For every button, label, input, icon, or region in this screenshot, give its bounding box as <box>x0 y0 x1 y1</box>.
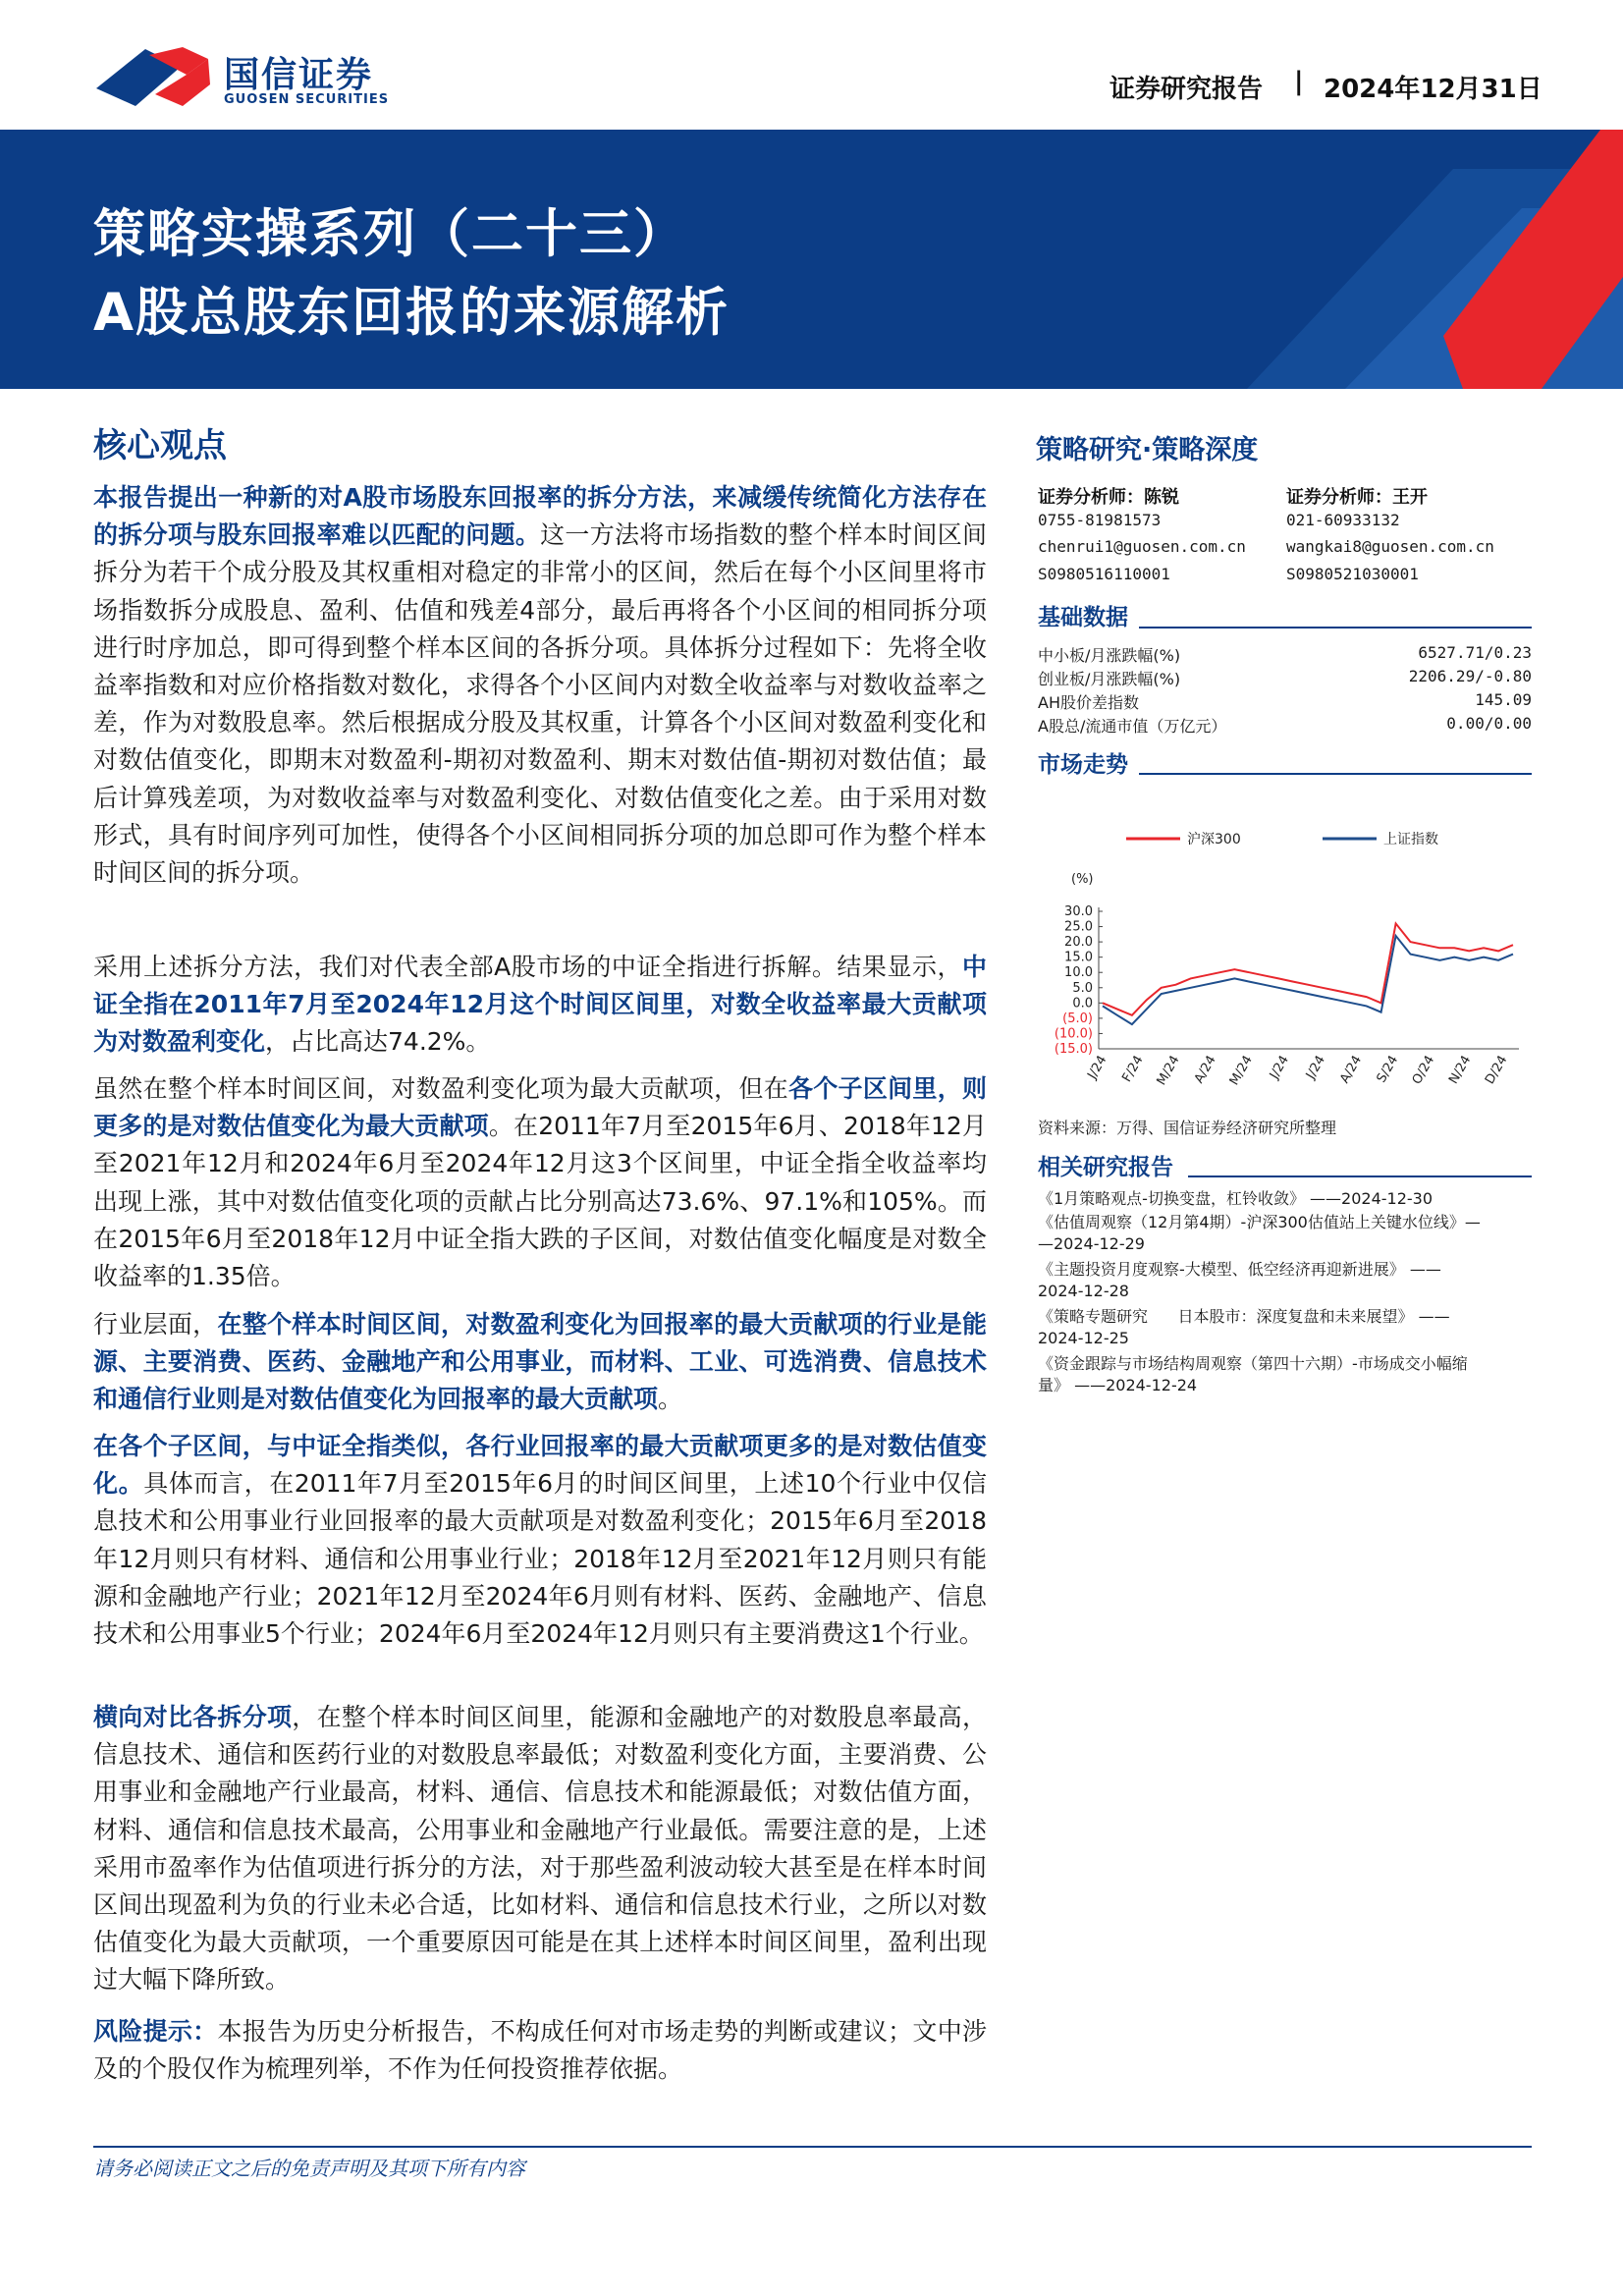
paragraph-7-text-b: 本报告为历史分析报告，不构成任何对市场走势的判断或建议；文中涉及的个股仅作为梳理列举，不作为任何投资推荐依据。 <box>93 2017 987 2084</box>
paragraph-3-text-a: 虽然在整个样本时间区间，对数盈利变化项为最大贡献项，但在 <box>93 1074 788 1103</box>
paragraph-4-text-b: 。 <box>658 1385 683 1414</box>
paragraph-2-text-b: ，占比高达74.2%。 <box>265 1027 491 1057</box>
basic-data-label-3: AH股价差指数 <box>1038 693 1139 712</box>
x-tick-label: A/24 <box>1191 1053 1219 1086</box>
analyst-2-phone: 021-60933132 <box>1286 511 1400 529</box>
report-title-line1: 策略实操系列（二十三） <box>93 204 687 264</box>
y-tick-label: 30.0 <box>1064 904 1093 919</box>
banner-decoration <box>1129 130 1623 389</box>
y-tick-label: (10.0) <box>1054 1026 1093 1042</box>
paragraph-3 <box>93 1070 987 1295</box>
paragraph-4-highlight: 在整个样本时间区间，对数盈利变化为回报率的最大贡献项的行业是能源、主要消费、医药、金融地产和公用事业，而材料、工业、可选消费、信息技术和通信行业则是对数估值变化为回报率的最大贡献项 <box>93 1310 987 1414</box>
paragraph-5 <box>93 1428 987 1653</box>
market-divider <box>1139 773 1532 775</box>
related-report-2-line2: —2024-12-29 <box>1038 1234 1145 1253</box>
analyst-2-license: S0980521030001 <box>1286 565 1419 583</box>
x-tick-label: M/24 <box>1226 1053 1256 1088</box>
paragraph-6-highlight: 横向对比各拆分项 <box>93 1703 293 1731</box>
y-tick-label: 15.0 <box>1064 950 1093 965</box>
related-divider <box>1188 1175 1532 1177</box>
basic-data-value-1: 6527.71/0.23 <box>1418 643 1532 662</box>
y-tick-label: 20.0 <box>1064 935 1093 951</box>
related-report-4-line2: 2024-12-25 <box>1038 1329 1129 1347</box>
title-banner <box>0 130 1623 389</box>
chart-source: 资料来源：万得、国信证券经济研究所整理 <box>1038 1119 1337 1137</box>
paragraph-3-highlight: 各个子区间里，则更多的是对数估值变化为最大贡献项 <box>93 1074 987 1141</box>
related-report-3-line1: 《主题投资月度观察-大模型、低空经济再迎新进展》 —— <box>1038 1260 1441 1279</box>
related-report-4[interactable] <box>1038 1306 1450 1349</box>
x-tick-label: J/24 <box>1267 1053 1292 1082</box>
paragraph-7-highlight: 风险提示： <box>93 2017 218 2046</box>
basic-data-value-4: 0.00/0.00 <box>1446 714 1532 733</box>
legend-label-2: 上证指数 <box>1383 832 1438 847</box>
paragraph-3-text-b: 。在2011年7月至2015年6月、2018年12月至2021年12月和2024年6月至2024年12月这3个区间里，中证全指全收益率均出现上涨，其中对数估值变化项的贡献占比分别高达73.6%、97.1%和105%。而在2015年6月至2018年12月中证全指大跌的子区间，对数估值变化幅度是对数全收益率的1.35倍。 <box>93 1112 987 1291</box>
basic-data-label-4: A股总/流通市值（万亿元） <box>1038 717 1227 736</box>
x-tick-label: N/24 <box>1446 1053 1475 1087</box>
related-report-5-line2: 量》 ——2024-12-24 <box>1038 1376 1198 1394</box>
series-line-1 <box>1103 923 1513 1014</box>
paragraph-2-highlight: 中证全指在2011年7月至2024年12月这个时间区间里，对数全收益率最大贡献项为对数盈利变化 <box>93 953 987 1057</box>
paragraph-5-highlight: 在各个子区间，与中证全指类似，各行业回报率的最大贡献项更多的是对数估值变化。 <box>93 1432 987 1499</box>
paragraph-6-text-b: ，在整个样本时间区间里，能源和金融地产的对数股息率最高，信息技术、通信和医药行业的对数股息率最低；对数盈利变化方面，主要消费、公用事业和金融地产行业最高，材料、通信、信息技术和能源最低；对数估值方面，材料、通信和信息技术最高，公用事业和金融地产行业最低。需要注意的是，上述采用市盈率作为估值项进行拆分的方法，对于那些盈利波动较大甚至是在样本时间区间出现盈利为负的行业未必合适，比如材料、通信和信息技术行业，之所以对数估值变化为最大贡献项，一个重要原因可能是在其上述样本时间区间里，盈利出现过大幅下降所致。 <box>93 1703 987 1995</box>
analyst-2-title: 证券分析师：王开 <box>1286 487 1428 508</box>
related-report-1[interactable] <box>1038 1188 1433 1210</box>
x-tick-label: M/24 <box>1154 1053 1183 1088</box>
chart-y-label: (%) <box>1071 872 1094 887</box>
analyst-2-email: wangkai8@guosen.com.cn <box>1286 537 1494 556</box>
sidebar-category: 策略研究·策略深度 <box>1036 435 1259 465</box>
footer-divider <box>93 2146 1532 2148</box>
x-tick-label: F/24 <box>1119 1053 1147 1085</box>
related-report-3-line2: 2024-12-28 <box>1038 1282 1129 1300</box>
paragraph-2 <box>93 949 987 1062</box>
basic-data-divider <box>1139 627 1532 629</box>
x-tick-label: A/24 <box>1337 1053 1366 1086</box>
x-tick-label: O/24 <box>1409 1053 1438 1087</box>
paragraph-2-text-a: 采用上述拆分方法，我们对代表全部A股市场的中证全指进行拆解。结果显示， <box>93 953 962 981</box>
company-logo-mark <box>96 45 212 110</box>
analyst-1-license: S0980516110001 <box>1038 565 1170 583</box>
y-tick-label: 10.0 <box>1064 965 1093 981</box>
y-tick-label: (5.0) <box>1062 1011 1093 1026</box>
y-tick-label: (15.0) <box>1054 1042 1093 1057</box>
paragraph-4 <box>93 1306 987 1419</box>
related-report-4-line1: 《策略专题研究 日本股市：深度复盘和未来展望》 —— <box>1038 1307 1450 1326</box>
basic-data-value-3: 145.09 <box>1475 690 1532 709</box>
basic-data-value-2: 2206.29/-0.80 <box>1408 667 1532 685</box>
y-tick-label: 0.0 <box>1072 996 1093 1011</box>
related-report-1-line1: 《1月策略观点-切换变盘，杠铃收敛》 ——2024-12-30 <box>1038 1189 1434 1208</box>
paragraph-6 <box>93 1699 987 1999</box>
paragraph-1-highlight: 本报告提出一种新的对A股市场股东回报率的拆分方法，来减缓传统简化方法存在的拆分项与股东回报率难以匹配的问题。 <box>93 483 987 550</box>
y-tick-label: 5.0 <box>1072 980 1093 996</box>
report-date: 2024年12月31日 <box>1324 75 1542 104</box>
paragraph-5-text-b: 具体而言，在2011年7月至2015年6月的时间区间里，上述10个行业中仅信息技术和公用事业行业回报率的最大贡献项是对数盈利变化；2015年6月至2018年12月则只有材料、通信和公用事业行业；2018年12月至2021年12月则只有能源和金融地产行业；2021年12月至2024年6月则有材料、医药、金融地产、信息技术和公用事业5个行业；2024年6月至2024年12月则只有主要消费这1个行业。 <box>93 1469 987 1649</box>
logo-text-en: GUOSEN SECURITIES <box>224 92 390 107</box>
report-title-line2: A股总股东回报的来源解析 <box>93 283 730 343</box>
related-report-5-line1: 《资金跟踪与市场结构周观察（第四十六期）-市场成交小幅缩 <box>1038 1354 1468 1373</box>
paragraph-1 <box>93 479 987 892</box>
footer-disclaimer: 请务必阅读正文之后的免责声明及其项下所有内容 <box>93 2157 525 2180</box>
basic-data-heading: 基础数据 <box>1038 605 1128 630</box>
x-tick-label: S/24 <box>1374 1053 1402 1086</box>
basic-data-label-1: 中小板/月涨跌幅(%) <box>1038 646 1181 665</box>
analyst-1-email: chenrui1@guosen.com.cn <box>1038 537 1246 556</box>
analyst-1-phone: 0755-81981573 <box>1038 511 1162 529</box>
x-tick-label: J/24 <box>1303 1053 1329 1082</box>
paragraph-7 <box>93 2013 987 2088</box>
related-report-2[interactable] <box>1038 1212 1481 1255</box>
market-trend-chart <box>1038 815 1529 1110</box>
series-line-2 <box>1103 936 1513 1024</box>
related-heading: 相关研究报告 <box>1038 1155 1173 1180</box>
paragraph-4-text-a: 行业层面， <box>93 1310 218 1339</box>
x-tick-label: J/24 <box>1085 1053 1110 1082</box>
logo-text-cn: 国信证券 <box>224 55 374 95</box>
paragraph-1-text: 这一方法将市场指数的整个样本时间区间拆分为若干个成分股及其权重相对稳定的非常小的区间，然后在每个小区间里将市场指数拆分成股息、盈利、估值和残差4部分，最后再将各个小区间的相同拆分项进行时序加总，即可得到整个样本区间的各拆分项。具体拆分过程如下：先将全收益率指数和对应价格指数对数化，求得各个小区间内对数全收益率与对数收益率之差，作为对数股息率。然后根据成分股及其权重，计算各个小区间对数盈利变化和对数估值变化，即期末对数盈利-期初对数盈利、期末对数估值-期初对数估值；最后计算残差项，为对数收益率与对数盈利变化、对数估值变化之差。由于采用对数形式，具有时间序列可加性，使得各个小区间相同拆分项的加总即可作为整个样本时间区间的拆分项。 <box>93 520 987 888</box>
analyst-1-title: 证券分析师：陈锐 <box>1038 487 1179 508</box>
related-report-5[interactable] <box>1038 1353 1468 1396</box>
market-heading: 市场走势 <box>1038 752 1128 778</box>
related-report-3[interactable] <box>1038 1259 1441 1302</box>
header-separator: | <box>1294 67 1304 96</box>
report-type: 证券研究报告 <box>1109 75 1264 104</box>
y-tick-label: 25.0 <box>1064 919 1093 935</box>
basic-data-label-2: 创业板/月涨跌幅(%) <box>1038 670 1181 688</box>
x-tick-label: D/24 <box>1483 1053 1511 1087</box>
core-heading: 核心观点 <box>93 426 227 465</box>
related-report-2-line1: 《估值周观察（12月第4期）-沪深300估值站上关键水位线》— <box>1038 1213 1481 1231</box>
legend-label-1: 沪深300 <box>1187 832 1241 847</box>
